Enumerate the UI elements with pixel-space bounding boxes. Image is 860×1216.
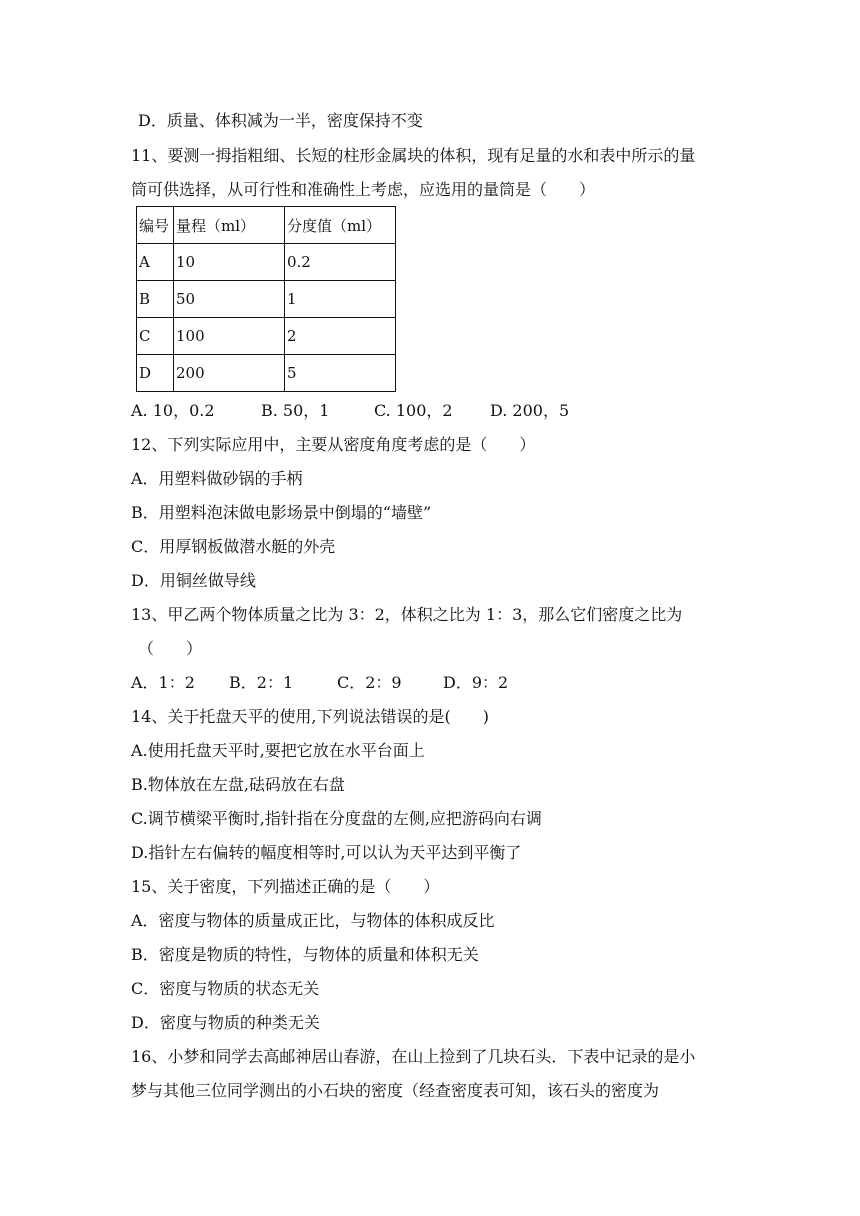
option-c: C. 100，2 [374, 401, 453, 420]
question-12-option-d: D．用铜丝做导线 [131, 571, 256, 590]
option-b: B．2：1 [229, 673, 294, 692]
question-11-stem-line-2: 筒可供选择，从可行性和准确性上考虑，应选用的量筒是（ ） [131, 180, 596, 199]
table-row [137, 355, 396, 392]
table-row [137, 244, 396, 281]
question-15-option-c: C．密度与物质的状态无关 [131, 979, 320, 998]
question-15-option-b: B．密度是物质的特性，与物体的质量和体积无关 [131, 945, 479, 964]
table-cell: 100 [174, 318, 285, 355]
table-cell: 5 [285, 355, 396, 392]
table-cell: C [137, 318, 174, 355]
table-cell: B [137, 281, 174, 318]
question-14-option-d: D.指针左右偏转的幅度相等时,可以认为天平达到平衡了 [131, 843, 522, 862]
question-15-option-a: A．密度与物体的质量成正比，与物体的体积成反比 [131, 911, 495, 930]
question-13-options [131, 673, 508, 693]
question-12-option-c: C．用厚钢板做潜水艇的外壳 [131, 537, 336, 556]
question-11-stem-line-1: 11、要测一拇指粗细、长短的柱形金属块的体积，现有足量的水和表中所示的量 [131, 146, 696, 165]
question-11-options [131, 401, 569, 421]
question-15-stem: 15、关于密度，下列描述正确的是（ ） [131, 877, 440, 896]
question-14-stem: 14、关于托盘天平的使用,下列说法错误的是( ) [131, 707, 489, 726]
question-14-option-a: A.使用托盘天平时,要把它放在水平台面上 [131, 741, 425, 760]
table-row [137, 318, 396, 355]
option-a: A．1：2 [131, 673, 195, 692]
question-11-table [136, 206, 396, 392]
table-cell: 1 [285, 281, 396, 318]
question-12-option-b: B．用塑料泡沫做电影场景中倒塌的“墙壁” [131, 503, 432, 522]
question-10-option-d: D．质量、体积减为一半，密度保持不变 [138, 111, 423, 130]
table-row [137, 281, 396, 318]
question-16-stem-line-2: 梦与其他三位同学测出的小石块的密度（经查密度表可知，该石头的密度为 [131, 1081, 660, 1100]
table-header-cell: 分度值（ml） [285, 207, 396, 244]
option-d: D．9：2 [443, 673, 509, 692]
question-15-option-d: D．密度与物质的种类无关 [131, 1013, 320, 1032]
table-cell: 0.2 [285, 244, 396, 281]
table-cell: A [137, 244, 174, 281]
table-cell: 200 [174, 355, 285, 392]
question-12-option-a: A．用塑料做砂锅的手柄 [131, 469, 303, 488]
table-cell: 10 [174, 244, 285, 281]
question-14-option-c: C.调节横梁平衡时,指针指在分度盘的左侧,应把游码向右调 [131, 809, 542, 828]
question-12-stem: 12、下列实际应用中，主要从密度角度考虑的是（ ） [131, 435, 536, 454]
table-header-cell: 量程（ml） [174, 207, 285, 244]
question-13-paren: （ ） [138, 639, 203, 658]
table-cell: 2 [285, 318, 396, 355]
table-header-cell: 编号 [137, 207, 174, 244]
table-cell: 50 [174, 281, 285, 318]
question-14-option-b: B.物体放在左盘,砝码放在右盘 [131, 775, 345, 794]
option-b: B. 50，1 [261, 401, 330, 420]
option-a: A. 10，0.2 [131, 401, 215, 420]
table-header-row [137, 207, 396, 244]
question-16-stem-line-1: 16、小梦和同学去高邮神居山春游，在山上捡到了几块石头．下表中记录的是小 [131, 1047, 696, 1066]
table-cell: D [137, 355, 174, 392]
question-13-stem: 13、甲乙两个物体质量之比为 3：2，体积之比为 1：3，那么它们密度之比为 [131, 605, 683, 624]
option-d: D. 200，5 [490, 401, 570, 420]
option-c: C．2：9 [337, 673, 402, 692]
